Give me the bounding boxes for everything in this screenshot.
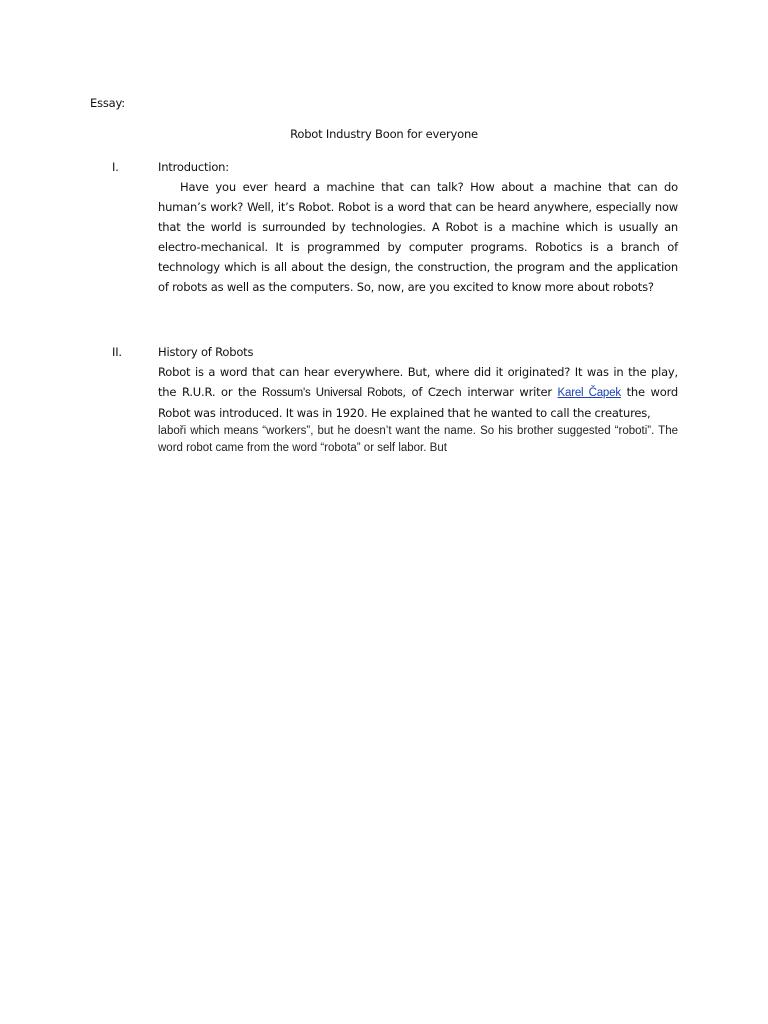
section-heading-introduction: Introduction: xyxy=(158,160,229,174)
page-title: Robot Industry Boon for everyone xyxy=(290,127,478,141)
history-text-part2: Rossum's Universal Robots xyxy=(262,387,403,399)
karel-capek-link[interactable]: Karel Čapek xyxy=(557,387,621,399)
essay-label: Essay: xyxy=(90,96,125,110)
history-paragraph-continued: laboři which means “workers”, but he doesn’t want the name. So his brother suggested “roboti”. The word robot came from the word “robota” or self labor. But xyxy=(158,425,678,454)
introduction-text: Have you ever heard a machine that can talk? How about a machine that can do human’s work? Well, it’s Robot. Robot is a word that can be heard anywhere, especially now that the world is surrounded by technologies. A Robot is a machine which is usually an electro-mechanical. It is programmed by computer programs. Robotics is a branch of technology which is all about the design, the construction, the program and the application of robots as well as the computers. So, now, are you excited to know more about robots? xyxy=(158,180,678,294)
introduction-paragraph xyxy=(158,177,678,297)
history-text-part4: the word Robot was introduced. It was in 1920. He explained that he wanted to call the creatures, xyxy=(158,385,678,420)
section-number-history: II. xyxy=(112,345,122,359)
section-number-introduction: I. xyxy=(112,160,119,174)
history-paragraph xyxy=(158,362,678,423)
history-text-part1: Robot is a word that can hear everywhere. But, where did it originated? It was in the play, the R.U.R. or the xyxy=(158,365,678,399)
history-text-part3: , of Czech interwar writer xyxy=(402,385,558,399)
section-heading-history: History of Robots xyxy=(158,345,254,359)
